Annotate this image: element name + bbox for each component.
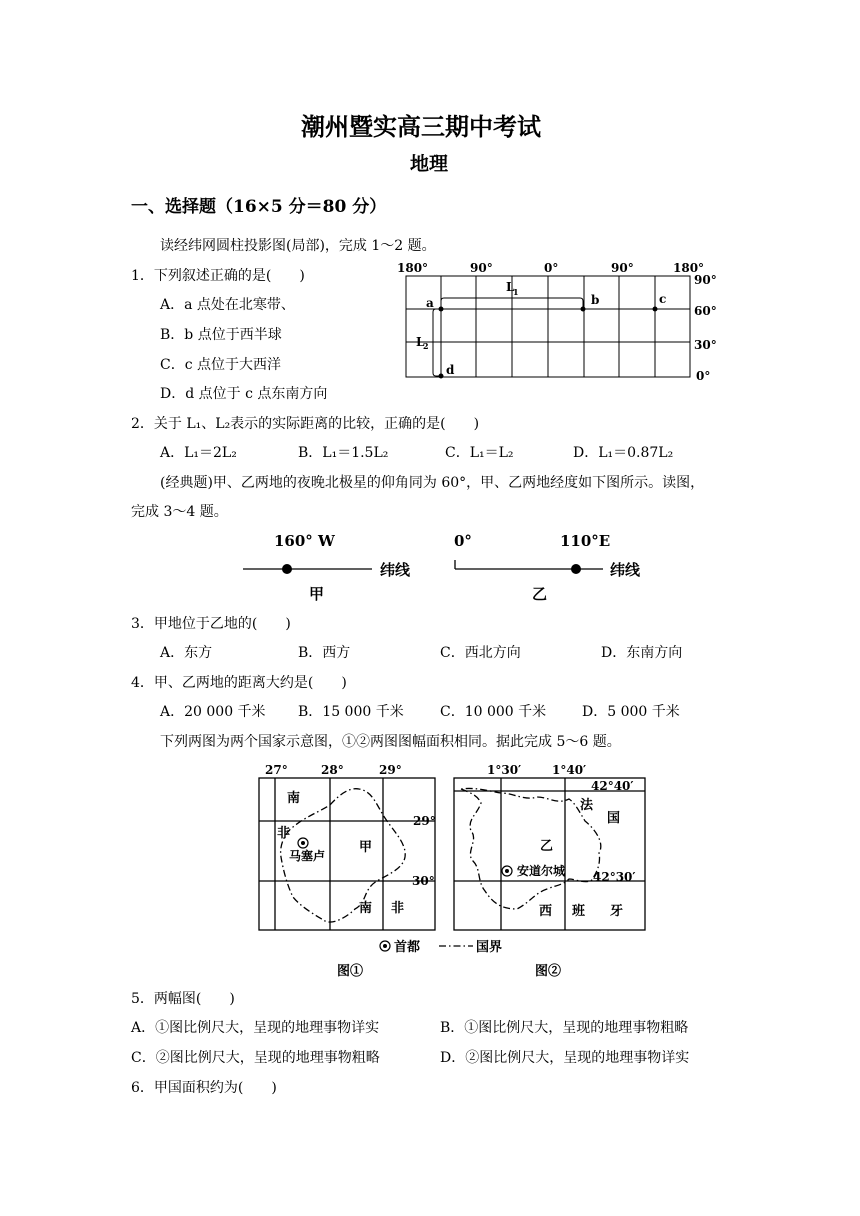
q4-option-a: A．20 000 千米	[160, 704, 266, 720]
map2-label-ya: 牙	[610, 904, 624, 919]
map1-label-nan: 南	[287, 791, 301, 806]
q4-option-d: D．5 000 千米	[582, 704, 680, 720]
point-d-label: d	[446, 363, 455, 377]
intro-q3-4-line1: (经典题)甲、乙两地的夜晚北极星的仰角同为 60°，甲、乙两地经度如下图所示。读图，	[160, 475, 705, 491]
q4-stem: 4．甲、乙两地的距离大约是( )	[131, 675, 347, 691]
q2-option-d: D．L₁＝0.87L₂	[573, 445, 674, 461]
q2-stem: 2．关于 L₁、L₂表示的实际距离的比较，正确的是( )	[131, 416, 480, 432]
yi-label: 乙	[532, 585, 548, 603]
map2-lon-label: 1°40′	[552, 763, 587, 777]
point-d-dot	[439, 374, 444, 379]
map1-lat-label: 29°	[413, 814, 436, 828]
yi-longitude-label: 110°E	[560, 532, 611, 550]
map2-label-ban: 班	[572, 904, 586, 919]
map1-label-fei: 非	[277, 826, 291, 841]
q4-option-b: B．15 000 千米	[298, 704, 404, 720]
map2-lat-label: 42°40′	[591, 779, 634, 793]
q3-option-c: C．西北方向	[440, 645, 521, 661]
intro-q1-2: 读经纬网圆柱投影图(局部)，完成 1～2 题。	[160, 238, 436, 254]
q3-option-a: A．东方	[160, 645, 213, 661]
yi-point	[571, 564, 581, 574]
grid-lat-label: 0°	[696, 369, 711, 383]
l1-label: L	[506, 280, 515, 294]
map-1	[259, 763, 436, 930]
page-subtitle: 地理	[410, 153, 449, 175]
point-b-dot	[581, 307, 586, 312]
l2-label: L	[416, 335, 425, 349]
q5-option-c: C．②图比例尺大，呈现的地理事物粗略	[131, 1050, 380, 1066]
map1-capital-label: 马塞卢	[289, 849, 326, 863]
point-b-label: b	[591, 293, 600, 307]
q3-stem: 3．甲地位于乙地的( )	[131, 616, 291, 632]
map1-lat-label: 30°	[412, 874, 435, 888]
map1-lon-label: 29°	[379, 763, 402, 777]
grid-lat-label: 60°	[694, 304, 717, 318]
map1-lon-label: 28°	[321, 763, 344, 777]
grid-lon-label: 0°	[544, 261, 559, 275]
q1-option-c: C．c 点位于大西洋	[160, 357, 282, 373]
point-a-label: a	[426, 296, 434, 310]
jia-point	[282, 564, 292, 574]
map2-label-xi: 西	[539, 904, 553, 919]
latitude-label-jia: 纬线	[380, 561, 411, 579]
page-title: 潮州暨实高三期中考试	[301, 112, 541, 141]
map2-label-guo: 国	[607, 811, 621, 826]
q2-option-a: A．L₁＝2L₂	[160, 445, 237, 461]
q3-option-b: B．西方	[298, 645, 351, 661]
q5-option-a: A．①图比例尺大，呈现的地理事物详实	[131, 1020, 380, 1036]
point-a-dot	[439, 307, 444, 312]
map2-label-fa: 法	[580, 798, 594, 813]
map1-country-label: 甲	[359, 840, 373, 855]
country-maps-figure	[255, 757, 650, 982]
q2-option-c: C．L₁＝L₂	[445, 445, 514, 461]
intro-q5-6: 下列两图为两个国家示意图，①②两图图幅面积相同。据此完成 5～6 题。	[160, 734, 621, 750]
legend-border-label: 国界	[476, 940, 503, 955]
map2-capital-label: 安道尔城	[517, 864, 566, 878]
map2-lon-label: 1°30′	[487, 763, 522, 777]
map-legend	[380, 939, 502, 955]
legend-capital-label: 首都	[394, 940, 421, 955]
q2-option-b: B．L₁＝1.5L₂	[298, 445, 389, 461]
grid-lat-label: 30°	[694, 338, 717, 352]
l1-subscript: 1	[513, 287, 519, 297]
map1-lon-label: 27°	[265, 763, 288, 777]
point-c-dot	[653, 307, 658, 312]
map1-caption: 图①	[337, 964, 364, 979]
q1-option-b: B．b 点位于西半球	[160, 327, 282, 343]
grid-lon-label: 90°	[611, 261, 634, 275]
map1-south-label-1: 南	[359, 901, 373, 916]
grid-lat-label: 90°	[694, 273, 717, 287]
l2-subscript: 2	[423, 341, 429, 351]
jia-longitude-label: 160° W	[274, 532, 335, 550]
grid-lon-label: 90°	[470, 261, 493, 275]
latitude-lines-figure	[238, 528, 658, 604]
q1-stem: 1．下列叙述正确的是( )	[131, 268, 305, 284]
q1-option-a: A．a 点处在北寒带、	[160, 297, 295, 313]
section-heading: 一、选择题（16×5 分＝80 分）	[131, 197, 387, 217]
map1-south-label-2: 非	[391, 901, 405, 916]
q6-stem: 6．甲国面积约为( )	[131, 1080, 277, 1096]
q5-stem: 5．两幅图( )	[131, 991, 235, 1007]
jia-label: 甲	[309, 585, 325, 603]
q3-option-d: D．东南方向	[601, 645, 683, 661]
point-c-label: c	[659, 292, 667, 306]
grid-lon-label: 180°	[397, 261, 429, 275]
map2-country-label: 乙	[540, 839, 554, 854]
latitude-label-yi: 纬线	[610, 561, 641, 579]
map-2	[454, 763, 645, 930]
grid-lon-label: 180°	[673, 261, 705, 275]
q1-option-d: D．d 点位于 c 点东南方向	[160, 386, 328, 402]
q4-option-c: C．10 000 千米	[440, 704, 547, 720]
map2-lat-label: 42°30′	[593, 870, 636, 884]
q5-option-b: B．①图比例尺大，呈现的地理事物粗略	[440, 1020, 689, 1036]
projection-grid-figure	[392, 258, 732, 384]
yi-zero-longitude-label: 0°	[454, 532, 472, 550]
intro-q3-4-line2: 完成 3～4 题。	[131, 504, 228, 520]
map2-caption: 图②	[535, 964, 562, 979]
q5-option-d: D．②图比例尺大，呈现的地理事物详实	[440, 1050, 690, 1066]
